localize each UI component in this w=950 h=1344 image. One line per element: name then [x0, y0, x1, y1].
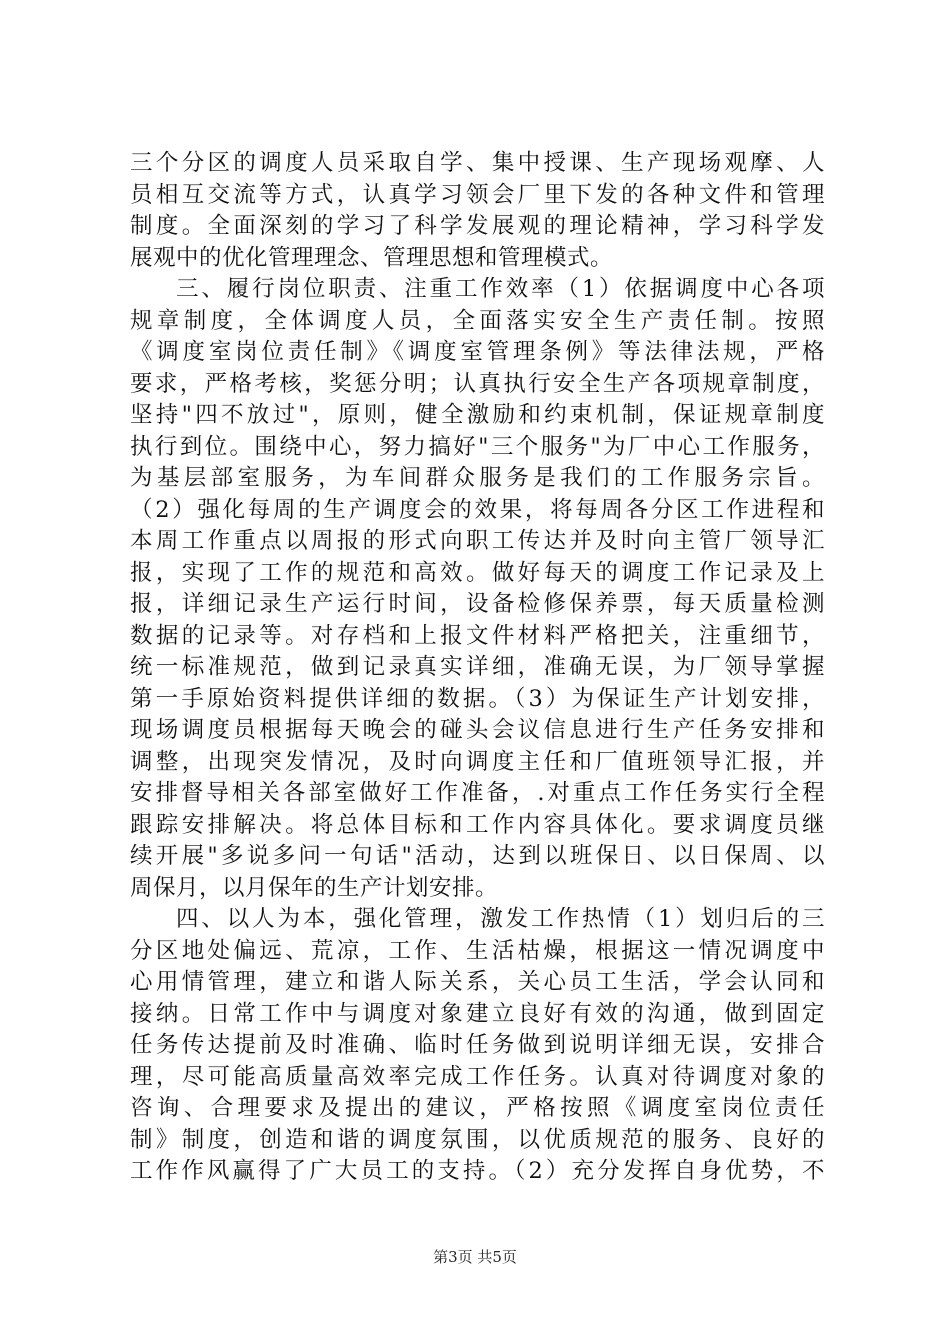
text-line: 展观中的优化管理理念、管理思想和管理模式。 — [130, 244, 614, 271]
text-line: （2）强化每周的生产调度会的效果，将每周各分区工作进程和 — [130, 496, 825, 523]
text-line: 本周工作重点以周报的形式向职工传达并及时向主管厂领导汇 — [130, 528, 825, 554]
text-line: 报，详细记录生产运行时间，设备检修保养票，每天质量检测 — [130, 591, 825, 617]
text-line: 跟踪安排解决。将总体目标和工作内容具体化。要求调度员继 — [130, 811, 825, 838]
text-line: 工作作风赢得了广大员工的支持。（2）充分发挥自身优势，不 — [130, 1158, 825, 1184]
text-line: 统一标准规范，做到记录真实详细，准确无误，为厂领导掌握 — [130, 654, 825, 680]
text-line: 现场调度员根据每天晚会的碰头会议信息进行生产任务安排和 — [130, 717, 825, 743]
text-line: 执行到位。围绕中心，努力搞好"三个服务"为厂中心工作服务， — [130, 433, 825, 460]
text-line: 员相互交流等方式，认真学习领会厂里下发的各种文件和管理 — [130, 181, 825, 208]
text-line: 任务传达提前及时准确、临时任务做到说明详细无误，安排合 — [130, 1032, 825, 1058]
text-line: 规章制度，全体调度人员，全面落实安全生产责任制。按照 — [130, 307, 825, 334]
document-body — [130, 148, 825, 1188]
text-line: 数据的记录等。对存档和上报文件材料严格把关，注重细节， — [130, 622, 825, 649]
text-line: 报，实现了工作的规范和高效。做好每天的调度工作记录及上 — [130, 559, 825, 586]
text-line: 分区地处偏远、荒凉，工作、生活枯燥，根据这一情况调度中 — [130, 937, 825, 964]
text-line: 心用情管理，建立和谐人际关系，关心员工生活，学会认同和 — [130, 969, 825, 995]
text-line: 四、以人为本，强化管理，激发工作热情（1）划归后的三 — [176, 906, 825, 932]
text-line: 坚持"四不放过"，原则，健全激励和约束机制，保证规章制度 — [130, 402, 825, 428]
page-number-footer: 第3页 共5页 — [433, 1248, 517, 1266]
text-line: 接纳。日常工作中与调度对象建立良好有效的沟通，做到固定 — [130, 1000, 825, 1027]
text-line: 理，尽可能高质量高效率完成工作任务。认真对待调度对象的 — [130, 1063, 825, 1090]
text-line: 续开展"多说多问一句话"活动，达到以班保日、以日保周、以 — [130, 843, 825, 869]
text-line: 制度。全面深刻的学习了科学发展观的理论精神，学习科学发 — [130, 213, 825, 239]
text-line: 安排督导相关各部室做好工作准备，.对重点工作任务实行全程 — [130, 780, 825, 806]
text-line: 调整，出现突发情况，及时向调度主任和厂值班领导汇报，并 — [130, 748, 825, 775]
text-line: 周保月，以月保年的生产计划安排。 — [130, 874, 499, 901]
text-line: 第一手原始资料提供详细的数据。（3）为保证生产计划安排， — [130, 685, 825, 712]
text-line: 三、履行岗位职责、注重工作效率（1）依据调度中心各项 — [176, 276, 825, 302]
text-line: 制》制度，创造和谐的调度氛围，以优质规范的服务、良好的 — [130, 1126, 825, 1153]
text-line: 要求，严格考核，奖惩分明；认真执行安全生产各项规章制度， — [130, 370, 825, 397]
text-line: 三个分区的调度人员采取自学、集中授课、生产现场观摩、人 — [130, 150, 825, 176]
text-line: 咨询、合理要求及提出的建议，严格按照《调度室岗位责任 — [130, 1095, 825, 1121]
text-line: 《调度室岗位责任制》《调度室管理条例》等法律法规，严格 — [130, 339, 825, 365]
text-line: 为基层部室服务，为车间群众服务是我们的工作服务宗旨。 — [130, 465, 825, 491]
